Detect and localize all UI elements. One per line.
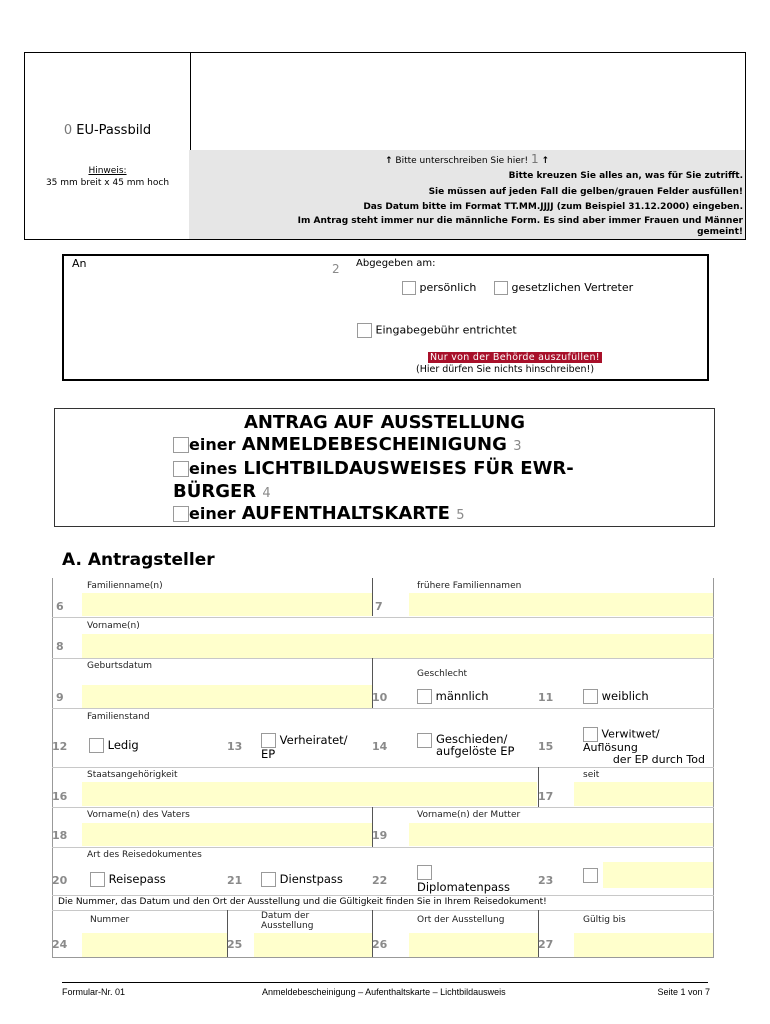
field-index: 27 bbox=[538, 938, 554, 951]
doc-place-label: Ort der Ausstellung bbox=[417, 915, 505, 925]
authority-index: 2 bbox=[332, 262, 340, 276]
field-index: 15 bbox=[538, 740, 554, 753]
submitted-label: Abgegeben am: bbox=[356, 258, 436, 269]
doc-place-input[interactable] bbox=[409, 933, 538, 957]
widowed-label-2: Auflösung bbox=[583, 741, 638, 754]
doc-valid-label: Gültig bis bbox=[583, 915, 626, 925]
option-photo-id[interactable] bbox=[173, 458, 574, 479]
signature-instructions bbox=[189, 150, 745, 239]
field-index: 19 bbox=[372, 829, 388, 842]
photo-index: 0 bbox=[63, 123, 73, 138]
opt-single[interactable] bbox=[89, 738, 139, 753]
single-checkbox[interactable] bbox=[89, 738, 104, 753]
field-index: 12 bbox=[52, 740, 68, 753]
field-index: 25 bbox=[227, 938, 243, 951]
application-box bbox=[54, 408, 715, 527]
field-index: 8 bbox=[56, 640, 64, 653]
doc-date-input[interactable] bbox=[254, 933, 372, 957]
field-index: 9 bbox=[56, 691, 64, 704]
service-passport-label: Dienstpass bbox=[279, 872, 343, 886]
female-label: weiblich bbox=[601, 689, 649, 703]
photo-box bbox=[24, 52, 191, 240]
photo-title: EU-Passbild bbox=[76, 123, 152, 138]
instruction-line: Im Antrag steht immer nur die männliche Form. Es sind aber immer Frauen und Männer bbox=[297, 215, 743, 226]
mother-input[interactable] bbox=[409, 823, 713, 846]
opt-legal-rep-label: gesetzlichen Vertreter bbox=[511, 281, 634, 294]
photo-title-row bbox=[25, 123, 190, 138]
since-label: seit bbox=[583, 770, 600, 780]
service-passport-checkbox[interactable] bbox=[261, 872, 276, 887]
registration-checkbox[interactable] bbox=[173, 437, 189, 453]
option-name: LICHTBILDAUSWEISES FÜR EWR- bbox=[243, 458, 574, 479]
travel-doc-label: Art des Reisedokumentes bbox=[87, 850, 202, 860]
photo-id-checkbox[interactable] bbox=[173, 461, 189, 477]
widowed-label-1: Verwitwet/ bbox=[601, 727, 660, 741]
instruction-line: gemeint! bbox=[697, 226, 743, 237]
single-label: Ledig bbox=[107, 738, 139, 752]
footer-page: Seite 1 von 7 bbox=[657, 987, 710, 997]
fee-paid[interactable] bbox=[357, 323, 517, 338]
footer-rule bbox=[62, 982, 708, 983]
field-index: 21 bbox=[227, 874, 243, 887]
passport-label: Reisepass bbox=[108, 872, 166, 886]
authority-notice-sub: (Hier dürfen Sie nichts hinschreiben!) bbox=[416, 364, 595, 375]
sex-label: Geschlecht bbox=[417, 669, 468, 679]
married-label: Verheiratet/ EP bbox=[261, 733, 348, 761]
field-index: 6 bbox=[56, 600, 64, 613]
doc-note: Die Nummer, das Datum und den Ort der Ausstellung und die Gültigkeit finden Sie in Ihrem Reisedokument! bbox=[58, 897, 547, 907]
diplomatic-passport-label: Diplomatenpass bbox=[417, 880, 511, 894]
option-article: einer bbox=[189, 504, 236, 523]
divorced-label: Geschieden/ aufgelöste EP bbox=[436, 732, 515, 758]
doc-number-label: Nummer bbox=[90, 915, 130, 925]
opt-service-passport[interactable] bbox=[261, 872, 343, 887]
divorced-checkbox[interactable] bbox=[417, 733, 432, 748]
father-input[interactable] bbox=[82, 823, 372, 846]
field-index: 17 bbox=[538, 790, 554, 803]
option-article: eines bbox=[189, 459, 238, 478]
instruction-line: Bitte kreuzen Sie alles an, was für Sie zutrifft. bbox=[508, 171, 743, 181]
opt-legal-rep[interactable] bbox=[494, 281, 633, 295]
widowed-label-3: der EP durch Tod bbox=[612, 753, 705, 766]
photo-hint-text: 35 mm breit x 45 mm hoch bbox=[45, 178, 170, 188]
footer-title: Anmeldebescheinigung – Aufenthaltskarte – Lichtbildausweis bbox=[262, 987, 506, 997]
field-index: 11 bbox=[538, 691, 554, 704]
field-index: 22 bbox=[372, 874, 388, 887]
former-names-input[interactable] bbox=[409, 593, 713, 616]
to-label: An bbox=[72, 257, 87, 270]
opt-male[interactable] bbox=[417, 689, 488, 704]
other-doc-input[interactable] bbox=[603, 862, 713, 888]
option-name-cont: BÜRGER bbox=[173, 481, 257, 502]
opt-widowed[interactable] bbox=[583, 727, 713, 766]
male-label: männlich bbox=[435, 689, 489, 703]
option-photo-id-line2 bbox=[173, 481, 271, 502]
option-name: ANMELDEBESCHEINIGUNG bbox=[241, 434, 507, 455]
opt-married[interactable] bbox=[261, 733, 365, 760]
doc-number-input[interactable] bbox=[82, 933, 227, 957]
passport-checkbox[interactable] bbox=[90, 872, 105, 887]
photo-hint-label: Hinweis: bbox=[88, 166, 127, 176]
marital-label: Familienstand bbox=[87, 712, 150, 722]
field-index: 13 bbox=[227, 740, 243, 753]
married-checkbox[interactable] bbox=[261, 733, 276, 748]
option-index: 3 bbox=[513, 439, 522, 454]
field-index: 14 bbox=[372, 740, 388, 753]
family-name-input[interactable] bbox=[82, 593, 372, 616]
former-names-label: frühere Familiennamen bbox=[417, 581, 522, 591]
footer-form-no: Formular-Nr. 01 bbox=[62, 987, 126, 997]
option-residence-card[interactable] bbox=[173, 503, 464, 524]
birth-date-input[interactable] bbox=[82, 685, 372, 708]
signature-box[interactable] bbox=[189, 52, 746, 240]
doc-date-label: Datum der Ausstellung bbox=[261, 911, 314, 931]
fee-paid-label: Eingabegebühr entrichtet bbox=[375, 323, 517, 337]
section-a-title: A. Antragsteller bbox=[62, 550, 215, 570]
field-index: 20 bbox=[52, 874, 68, 887]
option-article: einer bbox=[189, 435, 236, 454]
arrow-up-icon: ↑ bbox=[384, 156, 393, 166]
doc-valid-input[interactable] bbox=[574, 933, 713, 957]
option-index: 4 bbox=[262, 486, 271, 501]
field-index: 23 bbox=[538, 874, 554, 887]
since-input[interactable] bbox=[574, 782, 713, 806]
opt-divorced[interactable] bbox=[417, 733, 547, 757]
diplomatic-passport-checkbox[interactable] bbox=[417, 865, 432, 880]
signature-prompt: Bitte unterschreiben Sie hier! bbox=[395, 156, 529, 166]
widowed-checkbox[interactable] bbox=[583, 727, 598, 742]
opt-female[interactable] bbox=[583, 689, 649, 704]
father-label: Vorname(n) des Vaters bbox=[87, 810, 190, 820]
first-names-input[interactable] bbox=[82, 634, 713, 658]
legal-rep-checkbox[interactable] bbox=[494, 281, 508, 295]
fee-checkbox[interactable] bbox=[357, 323, 372, 338]
residence-card-checkbox[interactable] bbox=[173, 506, 189, 522]
instruction-line: Das Datum bitte im Format TT.MM.JJJJ (zum Beispiel 31.12.2000) eingeben. bbox=[363, 202, 743, 212]
field-index: 10 bbox=[372, 691, 388, 704]
opt-personal[interactable] bbox=[402, 281, 476, 295]
authority-notice: Nur von der Behörde auszufüllen! bbox=[430, 352, 600, 363]
option-name: AUFENTHALTSKARTE bbox=[241, 503, 450, 524]
arrow-up-icon: ↑ bbox=[541, 156, 550, 166]
first-names-label: Vorname(n) bbox=[87, 621, 140, 631]
option-registration[interactable] bbox=[173, 434, 521, 455]
opt-other-doc[interactable] bbox=[583, 865, 598, 884]
field-index: 7 bbox=[375, 600, 383, 613]
application-title: ANTRAG AUF AUSSTELLUNG bbox=[243, 412, 526, 433]
field-index: 26 bbox=[372, 938, 388, 951]
female-checkbox[interactable] bbox=[583, 689, 598, 704]
male-checkbox[interactable] bbox=[417, 689, 432, 704]
instruction-line: Sie müssen auf jeden Fall die gelben/grauen Felder ausfüllen! bbox=[428, 186, 743, 197]
opt-diplomatic-passport[interactable] bbox=[417, 865, 510, 894]
field-index: 24 bbox=[52, 938, 68, 951]
family-name-label: Familienname(n) bbox=[87, 581, 163, 591]
authority-box bbox=[62, 254, 709, 381]
applicant-table bbox=[52, 578, 714, 958]
mother-label: Vorname(n) der Mutter bbox=[417, 810, 521, 820]
birth-date-label: Geburtsdatum bbox=[87, 661, 153, 671]
field-index: 16 bbox=[52, 790, 68, 803]
other-doc-checkbox[interactable] bbox=[583, 868, 598, 883]
field-index: 18 bbox=[52, 829, 68, 842]
nationality-input[interactable] bbox=[82, 782, 537, 806]
signature-index: 1 bbox=[530, 152, 539, 166]
instruction-lines bbox=[193, 169, 743, 238]
opt-passport[interactable] bbox=[90, 872, 166, 887]
option-index: 5 bbox=[456, 508, 465, 523]
nationality-label: Staatsangehörigkeit bbox=[87, 770, 178, 780]
opt-personal-label: persönlich bbox=[419, 281, 477, 294]
signature-prompt-row bbox=[189, 152, 745, 166]
personal-checkbox[interactable] bbox=[402, 281, 416, 295]
